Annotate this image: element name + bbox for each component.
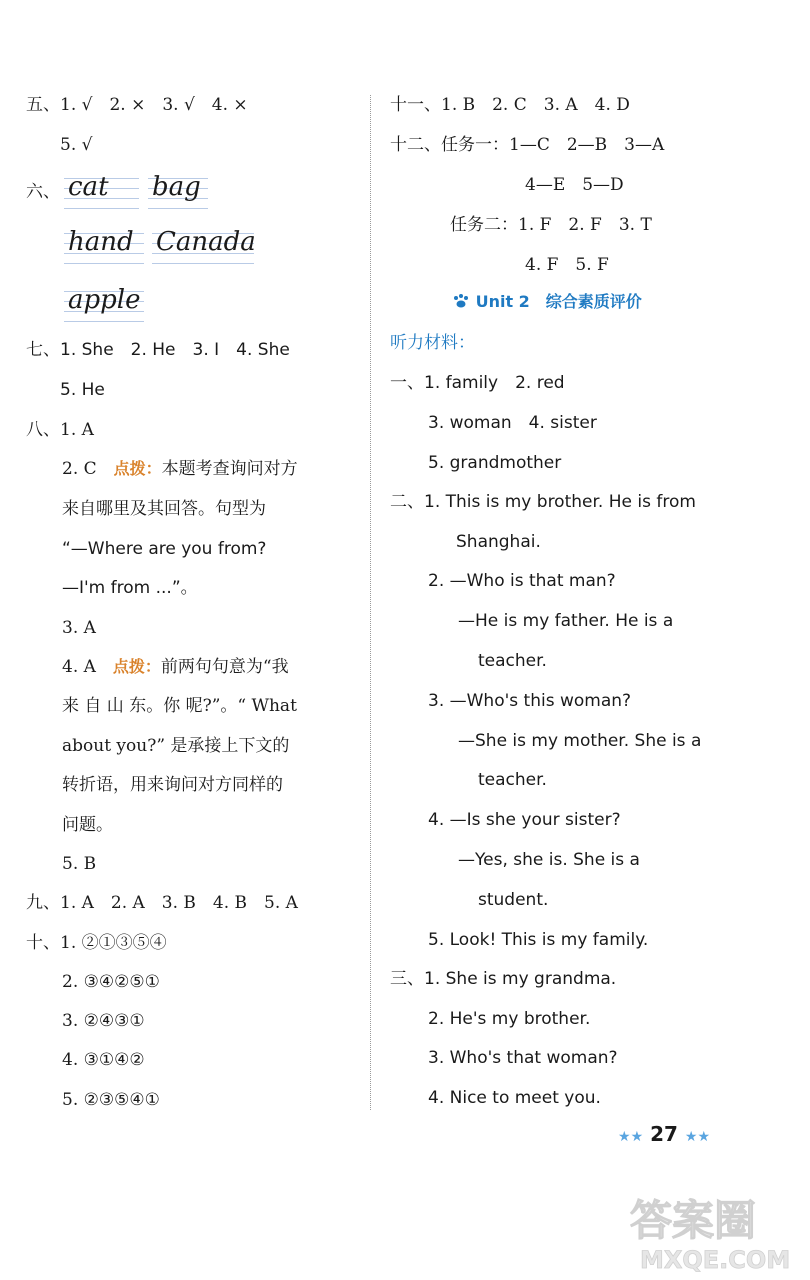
hint-text: 前两句句意为“我	[160, 657, 289, 677]
star-icon: ★	[684, 1129, 698, 1145]
listening-2-line6: 3. —Who's this woman?	[428, 691, 632, 711]
answer-10-line5: 5. ②③⑤④①	[62, 1090, 160, 1110]
hint-tag: 点拨：	[113, 459, 162, 478]
handwritten-word: Canada	[156, 227, 256, 257]
answer-8-4-prefix: 4. A	[62, 657, 113, 677]
watermark-logo	[620, 1190, 800, 1275]
handwritten-word: bag	[152, 172, 201, 202]
listening-3-line3: 3. Who's that woman?	[428, 1048, 618, 1068]
listening-2-line3: 2. —Who is that man?	[428, 571, 616, 591]
answer-8-2-prefix: 2. C	[62, 459, 114, 479]
column-divider	[370, 95, 371, 1110]
handwritten-word: cat	[68, 172, 109, 202]
listening-2-line9: 4. —Is she your sister?	[428, 810, 621, 830]
answer-9: 九、1. A 2. A 3. B 4. B 5. A	[26, 893, 298, 913]
listening-3-line1: 三、1. She is my grandma.	[390, 969, 617, 989]
answer-12-line2: 4—E 5—D	[525, 175, 624, 195]
handwriting-box	[64, 225, 144, 265]
answer-10-line1: 十、1. ②①③⑤④	[26, 933, 167, 953]
hint-text-line: —I'm from ...”。	[62, 578, 198, 598]
listening-2-line12: 5. Look! This is my family.	[428, 930, 649, 950]
hint-text-line: 转折语，用来询问对方同样的	[62, 775, 283, 795]
paw-icon	[452, 292, 476, 311]
listening-1-line2: 3. woman 4. sister	[428, 413, 597, 433]
listening-label: 听力材料：	[390, 333, 475, 353]
answer-11: 十一、1. B 2. C 3. A 4. D	[390, 95, 630, 115]
page-number-text: 27	[650, 1122, 678, 1146]
answer-12-line4: 4. F 5. F	[525, 255, 609, 275]
handwritten-word: hand	[68, 227, 134, 257]
answer-8-5: 5. B	[62, 854, 97, 874]
listening-3-line2: 2. He's my brother.	[428, 1009, 591, 1029]
hint-text-line: 问题。	[62, 815, 113, 835]
listening-3-line4: 4. Nice to meet you.	[428, 1088, 601, 1108]
listening-1-line1: 一、1. family 2. red	[390, 373, 565, 393]
hint-text-line: 来自哪里及其回答。句型为	[62, 499, 266, 519]
answer-6-label: 六、	[26, 182, 60, 202]
listening-2-line11: student.	[478, 890, 549, 910]
answer-5-line1: 五、1. √ 2. × 3. √ 4. ×	[26, 95, 248, 115]
answer-12-line1: 十二、任务一：1—C 2—B 3—A	[390, 135, 665, 155]
hint-text: 本题考查询问对方	[161, 459, 298, 479]
page-number	[618, 1122, 710, 1146]
handwritten-word: apple	[68, 285, 141, 315]
answer-8-3: 3. A	[62, 618, 96, 638]
unit-heading-text: Unit 2 综合素质评价	[475, 292, 642, 311]
listening-2-line10: —Yes, she is. She is a	[458, 850, 640, 870]
answer-12-line3: 任务二：1. F 2. F 3. T	[450, 215, 652, 235]
listening-2-line5: teacher.	[478, 651, 547, 671]
answer-10-line2: 2. ③④②⑤①	[62, 972, 160, 992]
listening-2-line2: Shanghai.	[456, 532, 541, 552]
answer-7-line1: 七、1. She 2. He 3. I 4. She	[26, 340, 290, 360]
listening-1-line3: 5. grandmother	[428, 453, 562, 473]
listening-2-line1: 二、1. This is my brother. He is from	[390, 492, 696, 512]
handwriting-box	[148, 170, 208, 210]
handwriting-box	[64, 170, 139, 210]
listening-2-line4: —He is my father. He is a	[458, 611, 674, 631]
answer-8-2	[62, 457, 298, 481]
svg-text:MXQE.COM: MXQE.COM	[640, 1246, 791, 1274]
answer-10-line4: 4. ③①④②	[62, 1050, 145, 1070]
answer-7-line2: 5. He	[60, 380, 105, 400]
svg-text:答案圈: 答案圈	[630, 1196, 757, 1245]
answer-10-line3: 3. ②④③①	[62, 1011, 145, 1031]
answer-5-line2: 5. √	[60, 135, 93, 155]
listening-2-line7: —She is my mother. She is a	[458, 731, 702, 751]
answer-8-4	[62, 655, 289, 679]
unit-heading	[452, 290, 642, 314]
star-icon: ★	[697, 1129, 711, 1145]
listening-2-line8: teacher.	[478, 770, 547, 790]
handwriting-box	[64, 283, 144, 323]
hint-tag: 点拨：	[112, 657, 161, 676]
hint-text-line: 来 自 山 东。你 呢?”。“ What	[62, 696, 297, 716]
star-icon: ★	[630, 1129, 644, 1145]
hint-text-line: about you?” 是承接上下文的	[62, 736, 290, 756]
handwriting-box	[152, 225, 254, 265]
answer-8-line1: 八、1. A	[26, 420, 94, 440]
star-icon: ★	[618, 1129, 631, 1145]
hint-text-line: “—Where are you from?	[62, 539, 267, 559]
